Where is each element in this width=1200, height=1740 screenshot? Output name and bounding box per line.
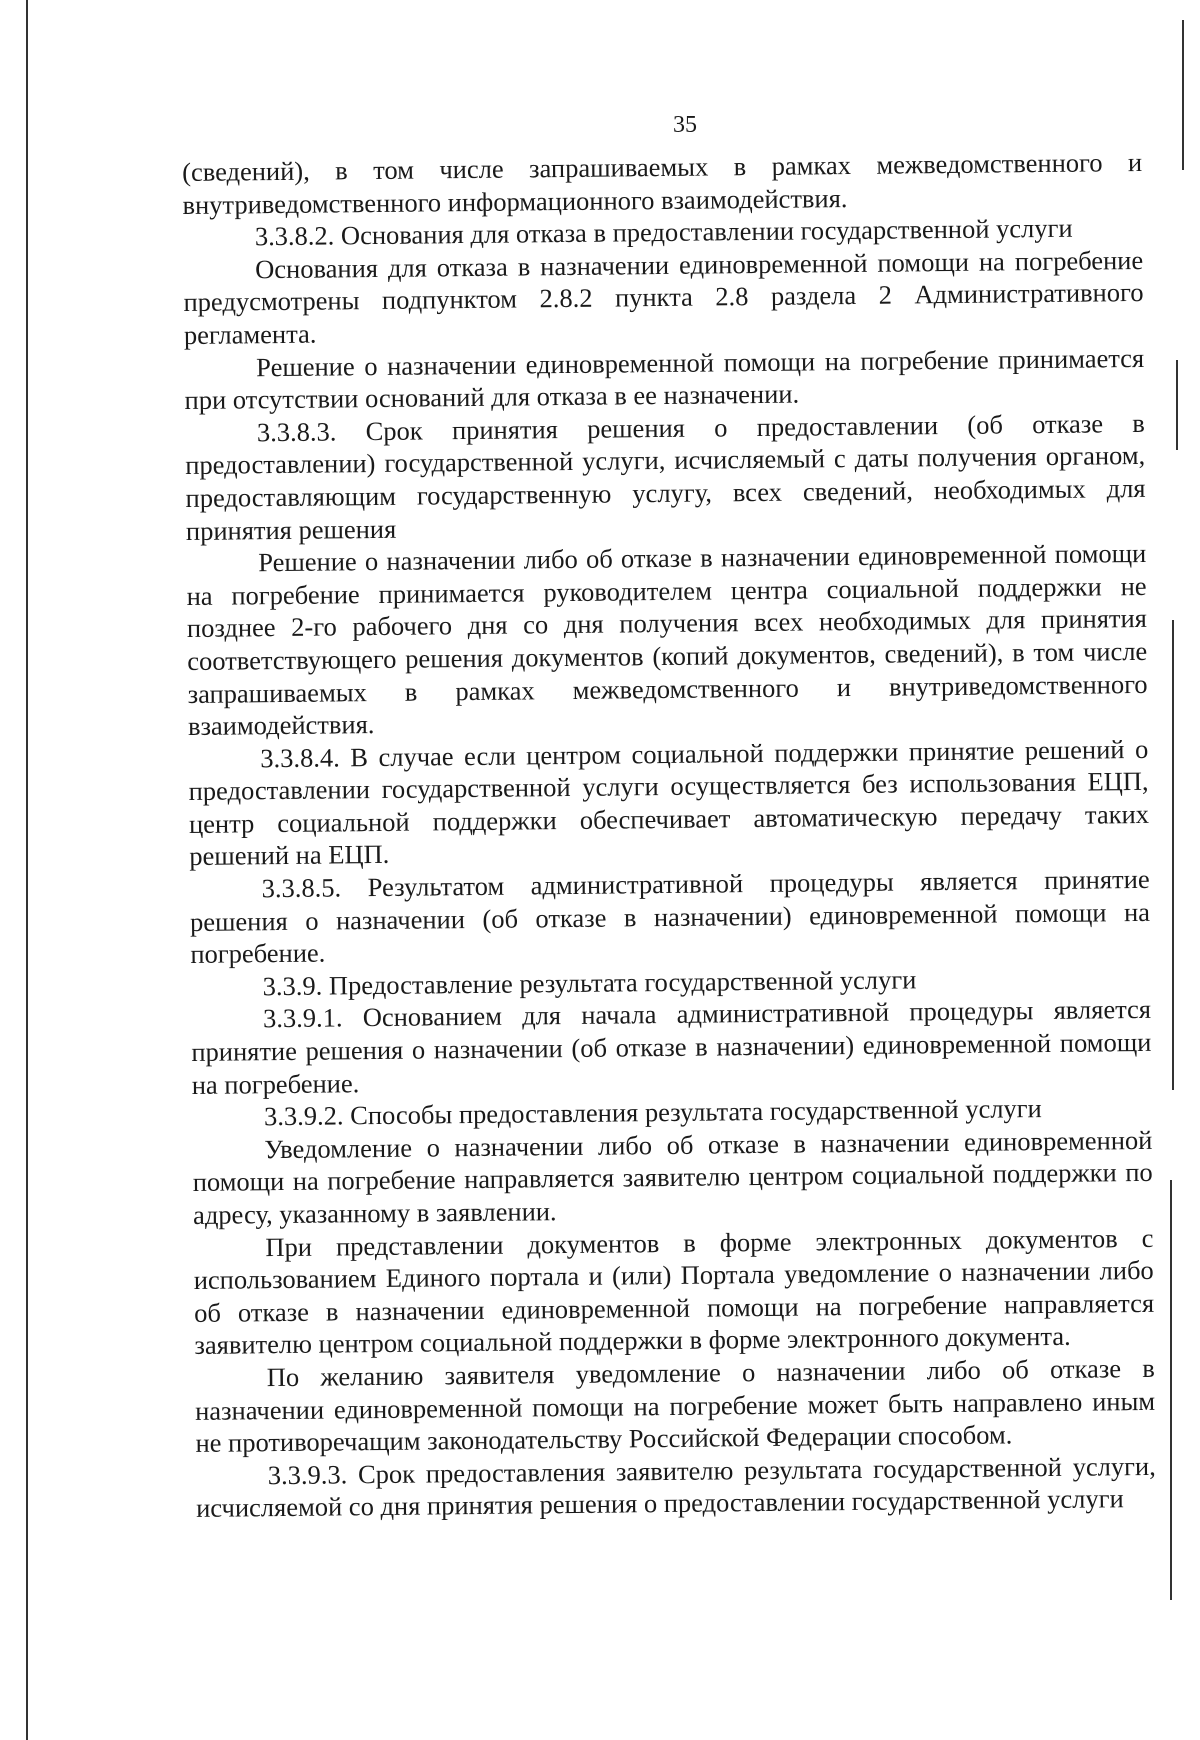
paragraph: 3.3.9.1. Основанием для начала административной процедуры является принятие решения о назначении (об отказе в назначении) единовременной помощи на погребение. — [191, 994, 1152, 1100]
document-body — [182, 146, 1156, 1525]
scan-edge-line-right — [1172, 620, 1174, 1090]
paragraph: 3.3.8.4. В случае если центром социальной поддержки принятие решений о предоставлении государственной услуги осуществляется без использования ЕЦП, центр социальной поддержки обеспечивает автоматическую передачу таких решений на ЕЦП. — [188, 733, 1150, 872]
scan-edge-line-right — [1176, 360, 1178, 450]
paragraph: Решение о назначении единовременной помощи на погребение принимается при отсутствии оснований для отказа в ее назначении. — [184, 342, 1145, 416]
paragraph: По желанию заявителя уведомление о назначении либо об отказе в назначении единовременной помощи на погребение может быть направлено иным не противоречащим законодательству Российской Федерации способом. — [194, 1352, 1156, 1459]
scan-edge-line-left — [26, 0, 28, 1740]
paragraph: 3.3.8.5. Результатом административной процедуры является принятие решения о назначении (об отказе в назначении) единовременной помощи на погребение. — [189, 863, 1151, 970]
paragraph: 3.3.9.3. Срок предоставления заявителю результата государственной услуги, исчисляемой со дня принятия решения о предоставлении государственной услуги — [196, 1450, 1156, 1524]
scan-edge-line-right — [1182, 20, 1184, 170]
page-number: 35 — [673, 112, 697, 138]
paragraph: (сведений), в том числе запрашиваемых в рамках межведомственного и внутриведомственного информационного взаимодействия. — [182, 146, 1143, 220]
paragraph: Уведомление о назначении либо об отказе в назначении единовременной помощи на погребение направляется заявителю центром социальной поддержки по адресу, указанному в заявлении. — [192, 1124, 1153, 1230]
paragraph: 3.3.8.3. Срок принятия решения о предоставлении (об отказе в предоставлении) государственной услуги, исчисляемый с даты получения органом, предоставляющим государственную услугу, всех сведений, необходимых для принятия решения — [185, 407, 1146, 546]
paragraph: 3.3.8.2. Основания для отказа в предоставлении государственной услуги — [254, 212, 1073, 252]
paragraph: Основания для отказа в назначении единовременной помощи на погребение предусмотрены подпунктом 2.8.2 пункта 2.8 раздела 2 Административного регламента. — [183, 244, 1144, 350]
paragraph: 3.3.9.2. Способы предоставления результата государственной услуги — [263, 1093, 1042, 1132]
paragraph: Решение о назначении либо об отказе в назначении единовременной помощи на погребение принимается руководителем центра социальной поддержки не позднее 2-го рабочего дня со дня получения всех необходимых для принятия соответствующего решения документов (копий документов, сведений), в том числе запрашиваемых в рамках межведомственного и внутриведомственного взаимодействия. — [186, 538, 1148, 742]
paragraph: 3.3.9. Предоставление результата государственной услуги — [262, 964, 917, 1002]
scan-edge-line-right — [1170, 1180, 1172, 1600]
paragraph: При представлении документов в форме электронных документов с использованием Единого портала и (или) Портала уведомление о назначении либо об отказе в назначении единовременной помощи на погребение направляется заявителю центром социальной поддержки в форме электронного документа. — [193, 1222, 1155, 1361]
